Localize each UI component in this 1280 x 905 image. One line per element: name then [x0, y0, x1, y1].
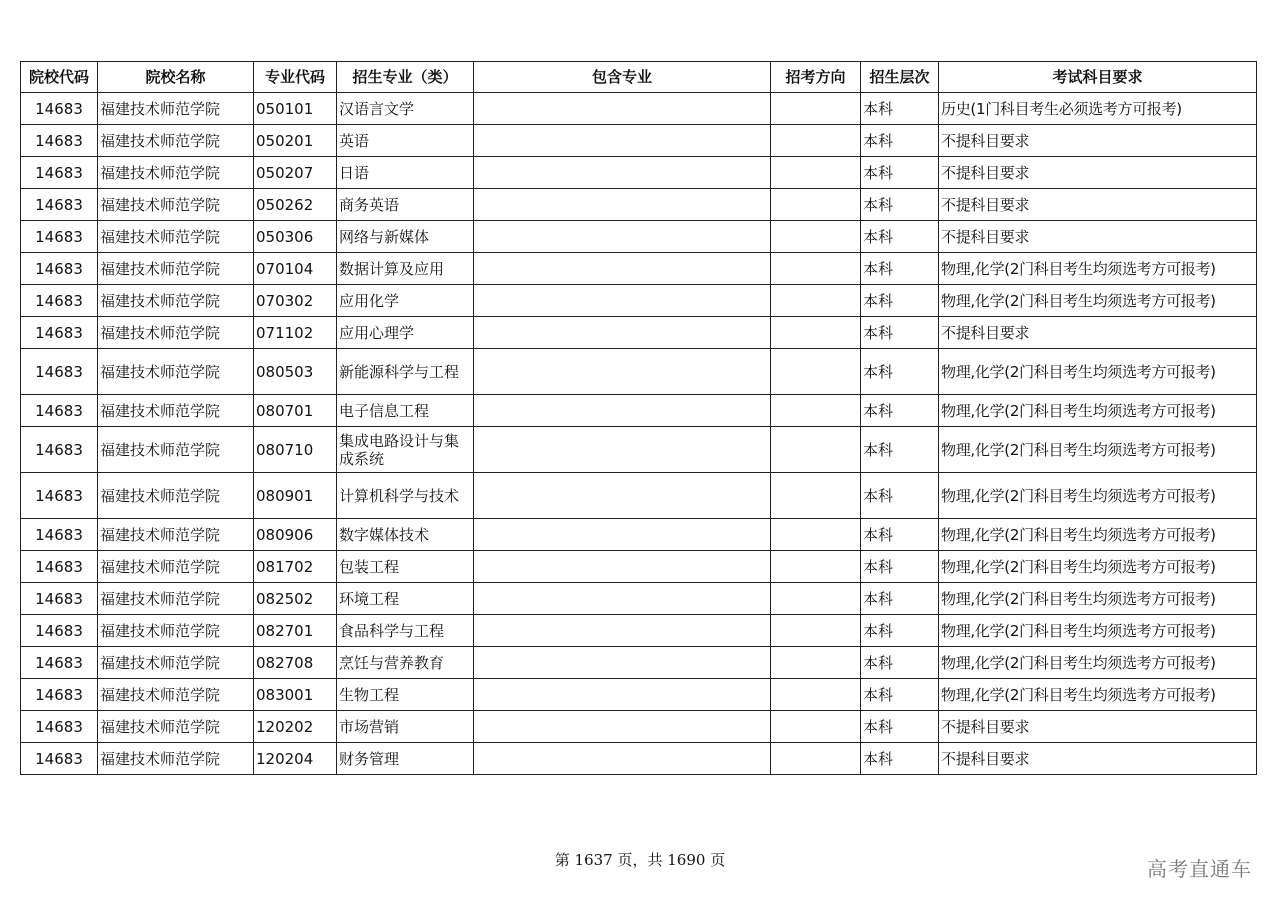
cell-major-code: 082701 — [254, 615, 337, 647]
cell-major-code: 071102 — [254, 317, 337, 349]
header-school-name: 院校名称 — [98, 62, 254, 93]
cell-subject-requirement: 不提科目要求 — [939, 743, 1257, 775]
cell-school-name: 福建技术师范学院 — [98, 317, 254, 349]
table-row — [21, 189, 1257, 221]
cell-direction — [771, 189, 861, 221]
table-row — [21, 473, 1257, 519]
table-row — [21, 551, 1257, 583]
cell-level: 本科 — [861, 473, 939, 519]
cell-subject-requirement: 物理,化学(2门科目考生均须选考方可报考) — [939, 583, 1257, 615]
cell-direction — [771, 711, 861, 743]
header-school-code: 院校代码 — [21, 62, 98, 93]
header-direction: 招考方向 — [771, 62, 861, 93]
cell-major-name: 新能源科学与工程 — [337, 349, 474, 395]
table-row — [21, 395, 1257, 427]
cell-major-name: 市场营销 — [337, 711, 474, 743]
cell-major-name: 英语 — [337, 125, 474, 157]
cell-major-code: 080503 — [254, 349, 337, 395]
table-row — [21, 125, 1257, 157]
cell-subject-requirement: 不提科目要求 — [939, 221, 1257, 253]
cell-major-name: 电子信息工程 — [337, 395, 474, 427]
cell-included-majors — [474, 221, 771, 253]
cell-school-code: 14683 — [21, 647, 98, 679]
cell-major-name: 包装工程 — [337, 551, 474, 583]
cell-subject-requirement: 物理,化学(2门科目考生均须选考方可报考) — [939, 519, 1257, 551]
cell-direction — [771, 349, 861, 395]
cell-level: 本科 — [861, 285, 939, 317]
table-row — [21, 253, 1257, 285]
table-row — [21, 221, 1257, 253]
cell-included-majors — [474, 253, 771, 285]
table-row — [21, 743, 1257, 775]
cell-included-majors — [474, 285, 771, 317]
cell-major-code: 050101 — [254, 93, 337, 125]
cell-school-code: 14683 — [21, 519, 98, 551]
cell-subject-requirement: 不提科目要求 — [939, 317, 1257, 349]
cell-major-name: 计算机科学与技术 — [337, 473, 474, 519]
cell-included-majors — [474, 647, 771, 679]
cell-level: 本科 — [861, 395, 939, 427]
table-body — [21, 93, 1257, 775]
cell-school-name: 福建技术师范学院 — [98, 583, 254, 615]
cell-major-code: 083001 — [254, 679, 337, 711]
cell-major-name: 汉语言文学 — [337, 93, 474, 125]
cell-school-code: 14683 — [21, 317, 98, 349]
cell-school-name: 福建技术师范学院 — [98, 125, 254, 157]
cell-included-majors — [474, 711, 771, 743]
cell-major-code: 080701 — [254, 395, 337, 427]
cell-included-majors — [474, 189, 771, 221]
cell-major-name: 日语 — [337, 157, 474, 189]
cell-school-name: 福建技术师范学院 — [98, 93, 254, 125]
cell-included-majors — [474, 427, 771, 473]
cell-school-name: 福建技术师范学院 — [98, 157, 254, 189]
cell-school-code: 14683 — [21, 349, 98, 395]
cell-subject-requirement: 物理,化学(2门科目考生均须选考方可报考) — [939, 679, 1257, 711]
cell-level: 本科 — [861, 711, 939, 743]
cell-included-majors — [474, 395, 771, 427]
cell-school-name: 福建技术师范学院 — [98, 285, 254, 317]
cell-direction — [771, 157, 861, 189]
cell-level: 本科 — [861, 253, 939, 285]
cell-direction — [771, 551, 861, 583]
cell-subject-requirement: 不提科目要求 — [939, 711, 1257, 743]
cell-subject-requirement: 历史(1门科目考生必须选考方可报考) — [939, 93, 1257, 125]
header-included-majors: 包含专业 — [474, 62, 771, 93]
cell-major-name: 网络与新媒体 — [337, 221, 474, 253]
cell-major-name: 商务英语 — [337, 189, 474, 221]
cell-subject-requirement: 不提科目要求 — [939, 157, 1257, 189]
cell-level: 本科 — [861, 427, 939, 473]
cell-school-code: 14683 — [21, 395, 98, 427]
cell-major-code: 050306 — [254, 221, 337, 253]
cell-direction — [771, 395, 861, 427]
cell-subject-requirement: 物理,化学(2门科目考生均须选考方可报考) — [939, 551, 1257, 583]
cell-school-code: 14683 — [21, 551, 98, 583]
cell-school-code: 14683 — [21, 743, 98, 775]
table-row — [21, 93, 1257, 125]
cell-subject-requirement: 物理,化学(2门科目考生均须选考方可报考) — [939, 473, 1257, 519]
cell-subject-requirement: 物理,化学(2门科目考生均须选考方可报考) — [939, 253, 1257, 285]
cell-direction — [771, 221, 861, 253]
cell-major-name: 数字媒体技术 — [337, 519, 474, 551]
cell-major-code: 050207 — [254, 157, 337, 189]
cell-major-name: 应用化学 — [337, 285, 474, 317]
cell-school-name: 福建技术师范学院 — [98, 395, 254, 427]
cell-school-name: 福建技术师范学院 — [98, 519, 254, 551]
cell-major-code: 080901 — [254, 473, 337, 519]
cell-direction — [771, 285, 861, 317]
cell-school-code: 14683 — [21, 583, 98, 615]
cell-direction — [771, 253, 861, 285]
cell-major-name: 财务管理 — [337, 743, 474, 775]
cell-subject-requirement: 物理,化学(2门科目考生均须选考方可报考) — [939, 615, 1257, 647]
cell-included-majors — [474, 93, 771, 125]
cell-subject-requirement: 物理,化学(2门科目考生均须选考方可报考) — [939, 427, 1257, 473]
cell-school-code: 14683 — [21, 93, 98, 125]
cell-included-majors — [474, 615, 771, 647]
cell-major-code: 120204 — [254, 743, 337, 775]
cell-major-code: 070104 — [254, 253, 337, 285]
cell-direction — [771, 473, 861, 519]
cell-direction — [771, 519, 861, 551]
cell-included-majors — [474, 679, 771, 711]
cell-included-majors — [474, 473, 771, 519]
table-row — [21, 317, 1257, 349]
cell-level: 本科 — [861, 317, 939, 349]
cell-level: 本科 — [861, 551, 939, 583]
cell-major-code: 082708 — [254, 647, 337, 679]
cell-major-name: 数据计算及应用 — [337, 253, 474, 285]
cell-major-code: 050262 — [254, 189, 337, 221]
cell-school-name: 福建技术师范学院 — [98, 551, 254, 583]
cell-school-code: 14683 — [21, 285, 98, 317]
page-number: 第 1637 页，共 1690 页 — [554, 851, 726, 869]
cell-school-name: 福建技术师范学院 — [98, 189, 254, 221]
cell-school-name: 福建技术师范学院 — [98, 473, 254, 519]
cell-direction — [771, 427, 861, 473]
cell-school-code: 14683 — [21, 221, 98, 253]
cell-school-name: 福建技术师范学院 — [98, 253, 254, 285]
cell-subject-requirement: 不提科目要求 — [939, 125, 1257, 157]
table-row — [21, 647, 1257, 679]
cell-level: 本科 — [861, 93, 939, 125]
table-row — [21, 519, 1257, 551]
cell-subject-requirement: 物理,化学(2门科目考生均须选考方可报考) — [939, 285, 1257, 317]
table-row — [21, 157, 1257, 189]
watermark: 高考直通车 — [1147, 857, 1252, 881]
cell-included-majors — [474, 125, 771, 157]
cell-level: 本科 — [861, 221, 939, 253]
header-major-code: 专业代码 — [254, 62, 337, 93]
cell-level: 本科 — [861, 743, 939, 775]
cell-subject-requirement: 物理,化学(2门科目考生均须选考方可报考) — [939, 647, 1257, 679]
header-major-name: 招生专业（类） — [337, 62, 474, 93]
cell-school-code: 14683 — [21, 711, 98, 743]
cell-included-majors — [474, 583, 771, 615]
cell-school-name: 福建技术师范学院 — [98, 743, 254, 775]
cell-major-name: 生物工程 — [337, 679, 474, 711]
table-row — [21, 711, 1257, 743]
cell-school-code: 14683 — [21, 125, 98, 157]
cell-school-name: 福建技术师范学院 — [98, 711, 254, 743]
cell-major-name: 集成电路设计与集成系统 — [337, 427, 474, 473]
cell-major-code: 050201 — [254, 125, 337, 157]
cell-major-code: 081702 — [254, 551, 337, 583]
cell-major-code: 080906 — [254, 519, 337, 551]
cell-school-name: 福建技术师范学院 — [98, 647, 254, 679]
cell-subject-requirement: 物理,化学(2门科目考生均须选考方可报考) — [939, 349, 1257, 395]
cell-level: 本科 — [861, 615, 939, 647]
cell-school-code: 14683 — [21, 427, 98, 473]
cell-school-name: 福建技术师范学院 — [98, 349, 254, 395]
cell-direction — [771, 647, 861, 679]
table-row — [21, 427, 1257, 473]
cell-major-code: 120202 — [254, 711, 337, 743]
cell-direction — [771, 615, 861, 647]
cell-subject-requirement: 不提科目要求 — [939, 189, 1257, 221]
cell-school-code: 14683 — [21, 157, 98, 189]
cell-school-code: 14683 — [21, 189, 98, 221]
cell-level: 本科 — [861, 349, 939, 395]
cell-level: 本科 — [861, 157, 939, 189]
cell-level: 本科 — [861, 583, 939, 615]
header-level: 招生层次 — [861, 62, 939, 93]
cell-included-majors — [474, 551, 771, 583]
cell-direction — [771, 317, 861, 349]
cell-school-name: 福建技术师范学院 — [98, 679, 254, 711]
cell-direction — [771, 125, 861, 157]
cell-included-majors — [474, 349, 771, 395]
cell-included-majors — [474, 519, 771, 551]
header-row — [21, 62, 1257, 93]
table-row — [21, 615, 1257, 647]
cell-level: 本科 — [861, 519, 939, 551]
cell-major-code: 070302 — [254, 285, 337, 317]
cell-major-name: 环境工程 — [337, 583, 474, 615]
admission-table — [20, 61, 1257, 775]
cell-school-code: 14683 — [21, 473, 98, 519]
cell-major-name: 应用心理学 — [337, 317, 474, 349]
table-row — [21, 679, 1257, 711]
cell-included-majors — [474, 157, 771, 189]
cell-major-code: 080710 — [254, 427, 337, 473]
cell-school-code: 14683 — [21, 679, 98, 711]
cell-school-name: 福建技术师范学院 — [98, 221, 254, 253]
cell-direction — [771, 583, 861, 615]
cell-school-name: 福建技术师范学院 — [98, 615, 254, 647]
cell-level: 本科 — [861, 125, 939, 157]
table-row — [21, 285, 1257, 317]
cell-level: 本科 — [861, 679, 939, 711]
cell-major-code: 082502 — [254, 583, 337, 615]
table-row — [21, 583, 1257, 615]
cell-school-name: 福建技术师范学院 — [98, 427, 254, 473]
cell-school-code: 14683 — [21, 615, 98, 647]
cell-direction — [771, 679, 861, 711]
cell-school-code: 14683 — [21, 253, 98, 285]
cell-major-name: 烹饪与营养教育 — [337, 647, 474, 679]
cell-direction — [771, 743, 861, 775]
cell-direction — [771, 93, 861, 125]
table-row — [21, 349, 1257, 395]
cell-major-name: 食品科学与工程 — [337, 615, 474, 647]
cell-level: 本科 — [861, 647, 939, 679]
cell-included-majors — [474, 743, 771, 775]
cell-subject-requirement: 物理,化学(2门科目考生均须选考方可报考) — [939, 395, 1257, 427]
header-subject-requirement: 考试科目要求 — [939, 62, 1257, 93]
cell-included-majors — [474, 317, 771, 349]
cell-level: 本科 — [861, 189, 939, 221]
